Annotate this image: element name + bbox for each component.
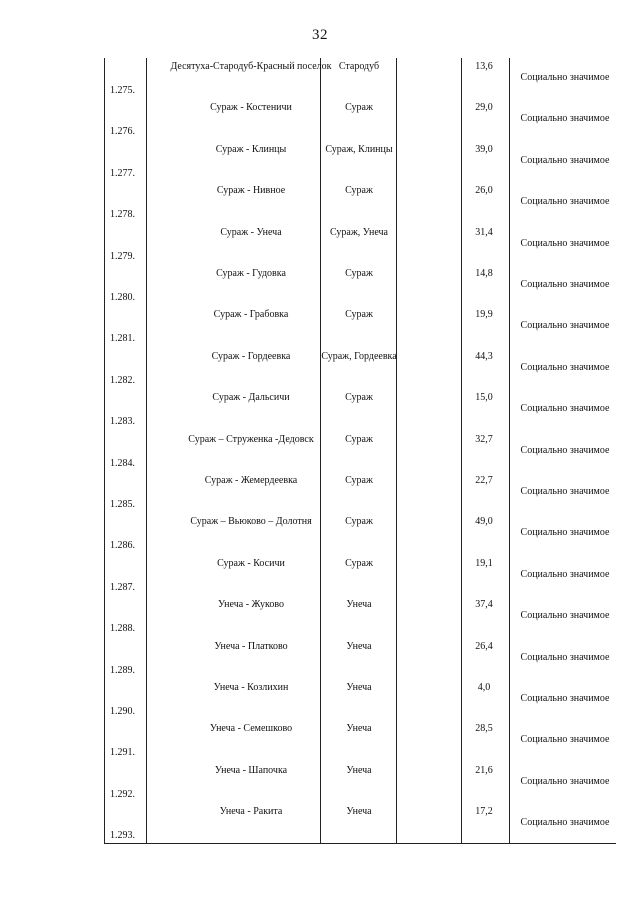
table-row (104, 431, 616, 472)
route-type: Социально значимое (520, 568, 610, 580)
row-number: 1.278. (110, 209, 135, 221)
route-type: Социально значимое (520, 403, 610, 415)
row-number: 1.283. (110, 416, 135, 428)
row-number: 1.293. (110, 830, 135, 842)
route-length: 22,7 (475, 475, 493, 486)
route-type: Социально значимое (520, 237, 610, 249)
route-name: Сураж - Костеничи (210, 102, 292, 114)
route-length: 15,0 (475, 392, 493, 404)
table-row (104, 58, 616, 99)
route-length: 49,0 (475, 516, 493, 528)
table-row (104, 596, 616, 637)
route-name: Унеча - Семешково (209, 723, 293, 735)
row-number: 1.280. (110, 292, 135, 303)
route-length: 29,0 (475, 102, 493, 114)
table-row (104, 182, 616, 223)
row-number: 1.276. (110, 126, 135, 138)
row-number: 1.292. (110, 788, 135, 800)
route-length: 14,8 (475, 268, 493, 279)
route-city: Сураж, Клинцы (325, 143, 393, 155)
routes-table (104, 58, 616, 844)
table-row (104, 306, 616, 347)
route-city: Сураж (345, 185, 373, 197)
route-length: 44,3 (475, 350, 493, 362)
route-name: Унеча - Ракита (219, 806, 283, 818)
route-type: Социально значимое (520, 651, 610, 663)
row-number: 1.289. (110, 664, 135, 676)
route-type: Социально значимое (520, 775, 610, 787)
route-type: Социально значимое (520, 610, 610, 622)
route-name: Сураж - Гудовка (216, 268, 286, 279)
row-number: 1.282. (110, 374, 135, 386)
route-type: Социально значимое (520, 72, 610, 83)
table-row (104, 638, 616, 679)
table-row (104, 803, 616, 844)
table-row (104, 555, 616, 596)
row-number: 1.285. (110, 499, 135, 510)
route-type: Социально значимое (520, 527, 610, 539)
route-length: 13,6 (475, 61, 493, 72)
route-name: Сураж - Нивное (216, 185, 286, 197)
route-length: 32,7 (475, 433, 493, 445)
page-number: 32 (312, 27, 328, 43)
row-number: 1.286. (110, 540, 135, 552)
route-name: Унеча - Козлихин (213, 682, 289, 693)
route-name: Сураж - Гордеевка (211, 350, 291, 362)
table-row (104, 265, 616, 306)
route-name: Сураж - Дальсичи (212, 392, 290, 404)
table-row (104, 762, 616, 803)
route-length: 28,5 (475, 723, 493, 735)
route-city: Унеча (346, 806, 372, 818)
route-length: 4,0 (477, 682, 491, 693)
route-city: Сураж (345, 557, 373, 569)
table-row (104, 141, 616, 182)
row-number: 1.279. (110, 250, 135, 262)
route-city: Сураж (345, 268, 373, 279)
route-length: 37,4 (475, 599, 493, 611)
route-name: Сураж - Косичи (217, 557, 285, 569)
route-type: Социально значимое (520, 693, 610, 704)
route-name: Унеча - Шапочка (214, 764, 288, 776)
route-city: Сураж, Унеча (330, 226, 388, 238)
route-type: Социально значимое (520, 734, 610, 746)
route-length: 26,4 (475, 640, 493, 652)
route-city: Стародуб (338, 61, 380, 72)
table-row (104, 348, 616, 389)
route-name: Сураж - Клинцы (215, 143, 287, 155)
route-type: Социально значимое (520, 361, 610, 373)
route-name: Сураж – Струженка -Дедовск (188, 433, 314, 445)
table-row (104, 720, 616, 761)
route-city: Сураж (345, 475, 373, 486)
row-number: 1.275. (110, 85, 135, 96)
route-city: Сураж (345, 433, 373, 445)
row-number: 1.288. (110, 623, 135, 635)
table-row (104, 679, 616, 720)
route-name: Унеча - Платково (214, 640, 288, 652)
route-city: Унеча (346, 640, 372, 652)
route-city: Унеча (346, 764, 372, 776)
table-row (104, 99, 616, 140)
table-row (104, 224, 616, 265)
route-city: Сураж (345, 309, 373, 321)
route-type: Социально значимое (520, 486, 610, 497)
route-length: 17,2 (475, 806, 493, 818)
route-name: Сураж - Грабовка (213, 309, 289, 321)
row-number: 1.290. (110, 706, 135, 717)
route-city: Унеча (346, 599, 372, 611)
route-length: 21,6 (475, 764, 493, 776)
route-city: Унеча (346, 682, 372, 693)
route-name: Десятуха-Стародуб-Красный поселок (170, 61, 332, 72)
route-length: 31,4 (475, 226, 493, 238)
route-name: Сураж - Унеча (220, 226, 282, 238)
row-number: 1.284. (110, 457, 135, 469)
route-type: Социально значимое (520, 320, 610, 332)
route-city: Унеча (346, 723, 372, 735)
route-type: Социально значимое (520, 279, 610, 290)
row-number: 1.291. (110, 747, 135, 759)
route-type: Социально значимое (520, 113, 610, 125)
route-city: Сураж, Гордеевка (321, 350, 397, 362)
row-number: 1.287. (110, 581, 135, 593)
route-city: Сураж (345, 392, 373, 404)
route-type: Социально значимое (520, 196, 610, 208)
route-length: 19,1 (475, 557, 493, 569)
table-row (104, 472, 616, 513)
row-number: 1.277. (110, 167, 135, 179)
route-city: Сураж (345, 516, 373, 528)
route-length: 39,0 (475, 143, 493, 155)
row-number: 1.281. (110, 333, 135, 345)
route-type: Социально значимое (520, 154, 610, 166)
route-length: 26,0 (475, 185, 493, 197)
route-name: Унеча - Жуково (217, 599, 284, 611)
route-city: Сураж (345, 102, 373, 114)
route-type: Социально значимое (520, 444, 610, 456)
route-name: Сураж - Жемердеевка (204, 475, 298, 486)
route-type: Социально значимое (520, 817, 610, 829)
route-length: 19,9 (475, 309, 493, 321)
route-name: Сураж – Вьюково – Долотня (190, 516, 312, 528)
table-row (104, 389, 616, 430)
table-row (104, 513, 616, 554)
